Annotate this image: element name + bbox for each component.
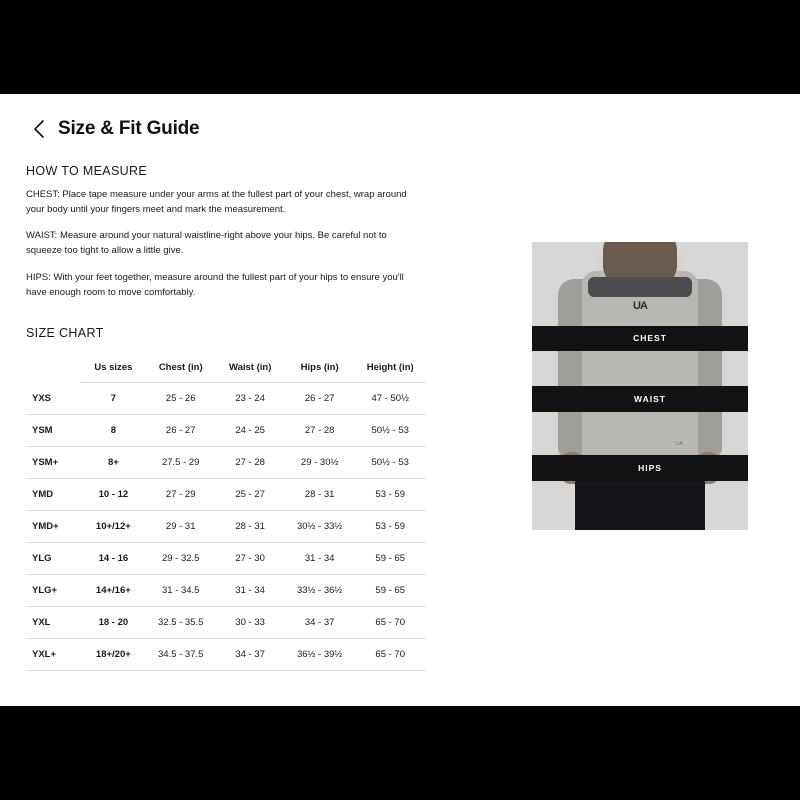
col-header-us-sizes: Us sizes xyxy=(81,352,146,383)
cell-waist: 31 - 34 xyxy=(215,575,284,607)
cell-chest: 25 - 26 xyxy=(146,383,215,415)
cell-hips: 34 - 37 xyxy=(285,607,354,639)
cell-waist: 24 - 25 xyxy=(215,415,284,447)
measure-paragraph-waist: WAIST: Measure around your natural waistline-right above your hips. Be careful not to squeeze too tight to allow a little give. xyxy=(26,230,387,257)
cell-size: YLG+ xyxy=(26,575,81,607)
table-row xyxy=(26,607,426,639)
size-chart-table xyxy=(26,352,426,671)
size-chart-heading: SIZE CHART xyxy=(26,326,104,341)
cell-us: 7 xyxy=(81,383,146,415)
table-row xyxy=(26,447,426,479)
col-header-size xyxy=(26,352,81,383)
cell-hips: 28 - 31 xyxy=(285,479,354,511)
cell-chest: 27 - 29 xyxy=(146,479,215,511)
cell-height: 47 - 50½ xyxy=(354,383,426,415)
cell-chest: 26 - 27 xyxy=(146,415,215,447)
col-header-chest: Chest (in) xyxy=(146,352,215,383)
left-column xyxy=(26,142,446,671)
chest-measure-band xyxy=(532,326,748,352)
col-header-waist: Waist (in) xyxy=(215,352,284,383)
measure-paragraph-hips: HIPS: With your feet together, measure around the fullest part of your hips to ensure you'll have enough room to move comfortably. xyxy=(26,271,404,298)
chest-band-label: CHEST xyxy=(633,333,667,344)
measurement-diagram-photo xyxy=(532,242,748,530)
cell-waist: 27 - 30 xyxy=(215,543,284,575)
cell-height: 59 - 65 xyxy=(354,543,426,575)
size-fit-guide-page xyxy=(0,94,800,706)
cell-us: 14 - 16 xyxy=(81,543,146,575)
cell-size: YXL+ xyxy=(26,639,81,671)
cell-waist: 23 - 24 xyxy=(215,383,284,415)
table-header-row xyxy=(26,352,426,383)
cell-chest: 29 - 32.5 xyxy=(146,543,215,575)
brand-logo-icon: UA xyxy=(633,299,647,312)
cell-hips: 36½ - 39½ xyxy=(285,639,354,671)
cell-us: 10 - 12 xyxy=(81,479,146,511)
cell-height: 50½ - 53 xyxy=(354,447,426,479)
right-column xyxy=(446,142,774,671)
waist-measure-band xyxy=(532,386,748,412)
hips-measure-band xyxy=(532,455,748,481)
cell-height: 65 - 70 xyxy=(354,607,426,639)
cell-us: 14+/16+ xyxy=(81,575,146,607)
cell-height: 59 - 65 xyxy=(354,575,426,607)
page-title: Size & Fit Guide xyxy=(58,118,200,139)
cell-hips: 27 - 28 xyxy=(285,415,354,447)
cell-waist: 34 - 37 xyxy=(215,639,284,671)
back-button[interactable] xyxy=(26,116,52,142)
cell-size: YMD+ xyxy=(26,511,81,543)
cell-chest: 29 - 31 xyxy=(146,511,215,543)
cell-us: 8+ xyxy=(81,447,146,479)
cell-height: 50½ - 53 xyxy=(354,415,426,447)
col-header-height: Height (in) xyxy=(354,352,426,383)
cell-size: YSM+ xyxy=(26,447,81,479)
cell-size: YXL xyxy=(26,607,81,639)
measure-paragraph-chest: CHEST: Place tape measure under your arms at the fullest part of your chest, wrap around your body until your fingers meet and mark the measurement. xyxy=(26,189,407,215)
cell-us: 18+/20+ xyxy=(81,639,146,671)
cell-size: YLG xyxy=(26,543,81,575)
hips-band-label: HIPS xyxy=(638,463,662,474)
cell-waist: 25 - 27 xyxy=(215,479,284,511)
how-to-measure-heading: HOW TO MEASURE xyxy=(26,164,148,178)
cell-waist: 30 - 33 xyxy=(215,607,284,639)
model-arm-right xyxy=(694,279,722,458)
cell-hips: 29 - 30½ xyxy=(285,447,354,479)
cell-hips: 31 - 34 xyxy=(285,543,354,575)
cell-chest: 31 - 34.5 xyxy=(146,575,215,607)
cell-height: 53 - 59 xyxy=(354,479,426,511)
table-row xyxy=(26,415,426,447)
cell-size: YXS xyxy=(26,383,81,415)
page-header xyxy=(0,94,800,142)
waist-band-label: WAIST xyxy=(634,393,666,404)
table-row xyxy=(26,511,426,543)
cell-waist: 27 - 28 xyxy=(215,447,284,479)
cell-chest: 34.5 - 37.5 xyxy=(146,639,215,671)
table-row xyxy=(26,383,426,415)
cell-chest: 32.5 - 35.5 xyxy=(146,607,215,639)
cell-waist: 28 - 31 xyxy=(215,511,284,543)
cell-us: 18 - 20 xyxy=(81,607,146,639)
table-row xyxy=(26,639,426,671)
model-shorts xyxy=(575,472,705,530)
col-header-hips: Hips (in) xyxy=(285,352,354,383)
cell-height: 53 - 59 xyxy=(354,511,426,543)
cell-size: YMD xyxy=(26,479,81,511)
chevron-left-icon xyxy=(31,119,47,139)
cell-size: YSM xyxy=(26,415,81,447)
watermark-text: UA xyxy=(675,440,684,447)
cell-us: 10+/12+ xyxy=(81,511,146,543)
cell-hips: 30½ - 33½ xyxy=(285,511,354,543)
shirt-shoulder-panel xyxy=(588,277,692,297)
cell-chest: 27.5 - 29 xyxy=(146,447,215,479)
table-row xyxy=(26,575,426,607)
cell-hips: 33½ - 36½ xyxy=(285,575,354,607)
table-row xyxy=(26,479,426,511)
cell-us: 8 xyxy=(81,415,146,447)
cell-height: 65 - 70 xyxy=(354,639,426,671)
page-content xyxy=(0,142,800,671)
table-row xyxy=(26,543,426,575)
cell-hips: 26 - 27 xyxy=(285,383,354,415)
